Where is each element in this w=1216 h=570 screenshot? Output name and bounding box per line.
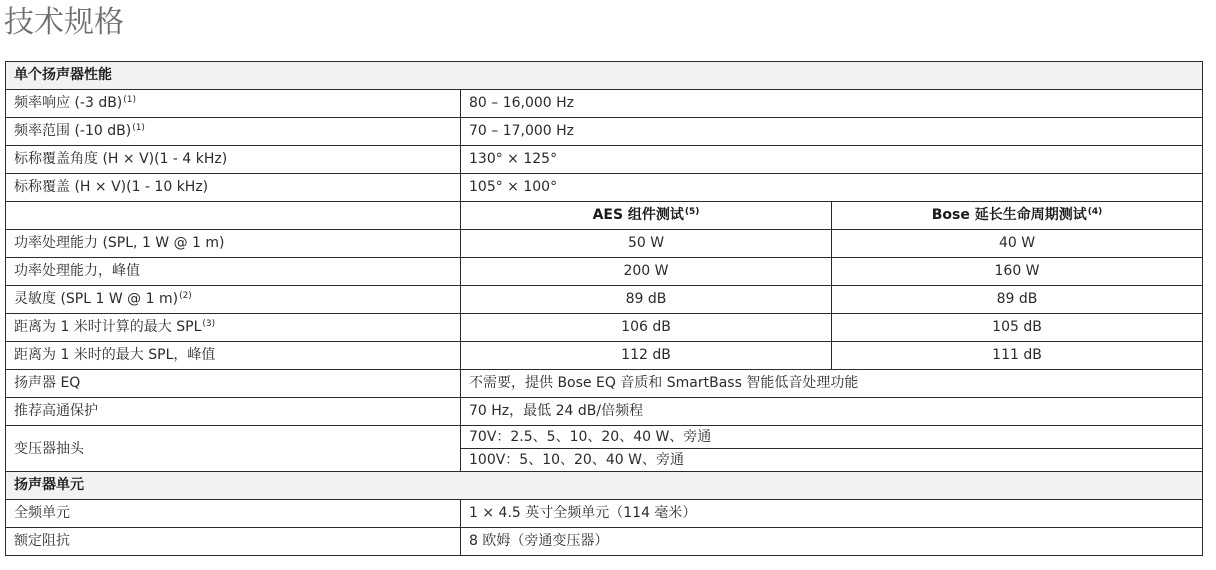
row-label: 扬声器 EQ — [6, 370, 461, 398]
footnote-mark: (1) — [132, 123, 145, 133]
section-title-performance: 单个扬声器性能 — [6, 62, 1203, 90]
row-label: 变压器抽头 — [6, 426, 461, 472]
row-label: 标称覆盖 (H × V)(1 - 10 kHz) — [6, 174, 461, 202]
value-aes: 112 dB — [461, 342, 832, 370]
column-header-bose: Bose 延长生命周期测试$^{(4)}$ — [832, 202, 1203, 230]
row-label: 推荐高通保护 — [6, 398, 461, 426]
table-row — [6, 500, 1203, 528]
specs-table — [5, 61, 1203, 556]
page-title: 技术规格 — [4, 5, 124, 40]
row-label: 频率响应 (-3 dB)$^{(1)}$ — [6, 90, 461, 118]
footnote-mark: (3) — [202, 319, 216, 329]
table-row — [6, 398, 1203, 426]
column-header-aes: AES 组件测试$^{(5)}$ — [461, 202, 832, 230]
table-row — [6, 174, 1203, 202]
table-row — [6, 426, 1203, 449]
value-aes: 200 W — [461, 258, 832, 286]
section-title-driver: 扬声器单元 — [6, 472, 1203, 500]
transformer-70v: 70V：2.5、5、10、20、40 W、旁通 — [461, 426, 1203, 449]
row-value: 70 Hz，最低 24 dB/倍频程 — [461, 398, 1203, 426]
section-header-row — [6, 472, 1203, 500]
row-label: 距离为 1 米时的最大 SPL，峰值 — [6, 342, 461, 370]
row-label: 功率处理能力 (SPL, 1 W @ 1 m) — [6, 230, 461, 258]
table-row — [6, 528, 1203, 556]
table-row — [6, 90, 1203, 118]
row-label: 距离为 1 米时计算的最大 SPL$^{(3)}$ — [6, 314, 461, 342]
row-value: 80 – 16,000 Hz — [461, 90, 1203, 118]
table-row — [6, 146, 1203, 174]
empty-header-cell — [6, 202, 461, 230]
row-label: 功率处理能力，峰值 — [6, 258, 461, 286]
value-bose: 40 W — [832, 230, 1203, 258]
row-label: 标称覆盖角度 (H × V)(1 - 4 kHz) — [6, 146, 461, 174]
footnote-mark: (2) — [179, 291, 192, 301]
row-value: 70 – 17,000 Hz — [461, 118, 1203, 146]
value-bose: 111 dB — [832, 342, 1203, 370]
section-header-row — [6, 62, 1203, 90]
value-aes: 89 dB — [461, 286, 832, 314]
table-row — [6, 370, 1203, 398]
footnote-mark: (5) — [684, 207, 700, 217]
table-row — [6, 342, 1203, 370]
row-label: 额定阻抗 — [6, 528, 461, 556]
row-value: 105° × 100° — [461, 174, 1203, 202]
table-row — [6, 230, 1203, 258]
value-bose: 89 dB — [832, 286, 1203, 314]
footnote-mark: (1) — [123, 95, 137, 105]
table-row — [6, 258, 1203, 286]
table-row — [6, 286, 1203, 314]
transformer-100v: 100V：5、10、20、40 W、旁通 — [461, 449, 1203, 472]
row-value: 不需要，提供 Bose EQ 音质和 SmartBass 智能低音处理功能 — [461, 370, 1203, 398]
table-row — [6, 314, 1203, 342]
value-bose: 160 W — [832, 258, 1203, 286]
row-label: 灵敏度 (SPL 1 W @ 1 m)$^{(2)}$ — [6, 286, 461, 314]
value-aes: 106 dB — [461, 314, 832, 342]
row-value: 1 × 4.5 英寸全频单元（114 毫米） — [461, 500, 1203, 528]
column-header-row — [6, 202, 1203, 230]
value-aes: 50 W — [461, 230, 832, 258]
row-label: 频率范围 (-10 dB)$^{(1)}$ — [6, 118, 461, 146]
footnote-mark: (4) — [1087, 207, 1103, 217]
row-value: 130° × 125° — [461, 146, 1203, 174]
table-row — [6, 118, 1203, 146]
row-value: 8 欧姆（旁通变压器） — [461, 528, 1203, 556]
value-bose: 105 dB — [832, 314, 1203, 342]
row-label: 全频单元 — [6, 500, 461, 528]
